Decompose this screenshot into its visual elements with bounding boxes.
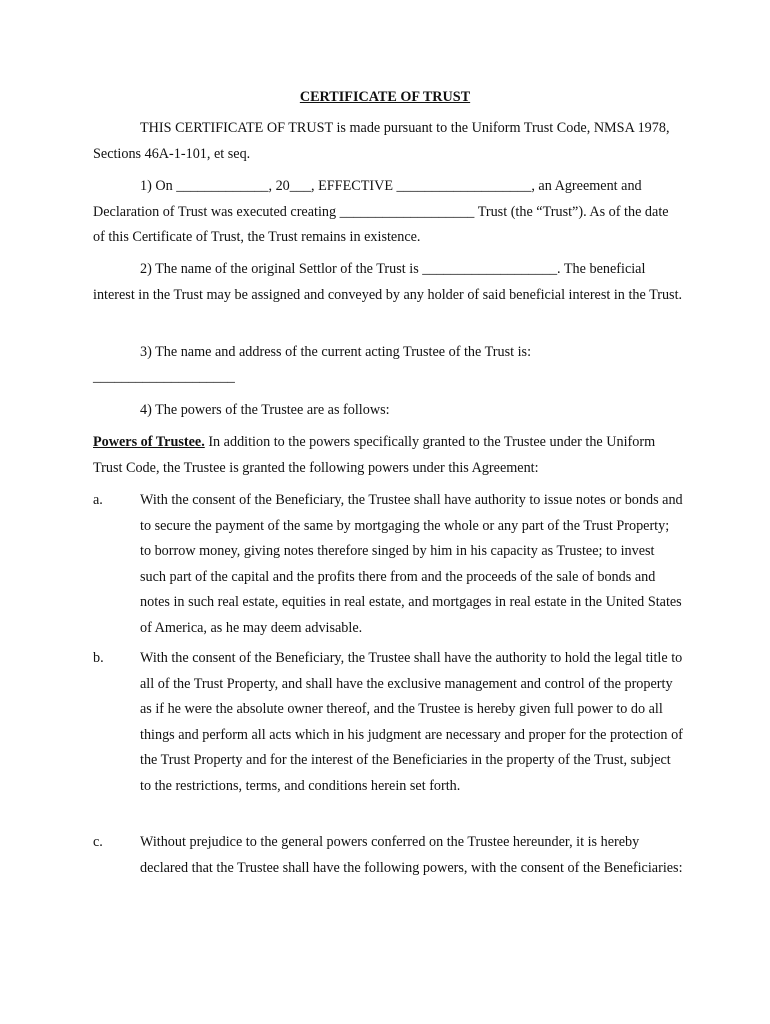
list-letter: a.	[93, 492, 103, 508]
list-text: Without prejudice to the general powers conferred on the Trustee hereunder, it is hereby declared that the Trustee shall have the following powers, with the consent of the Beneficiaries:	[140, 834, 683, 876]
intro-paragraph: THIS CERTIFICATE OF TRUST is made pursuant to the Uniform Trust Code, NMSA 1978, Sections 46A-1-101, et seq.	[93, 120, 670, 162]
list-letter: c.	[93, 834, 103, 850]
item-1-paragraph: 1) On _____________, 20___, EFFECTIVE ___________________, an Agreement and Declaration of Trust was executed creating ___________________ Trust (the “Trust”). As of the date of this Certificate of Trust, the Trust remains in existence.	[93, 178, 669, 245]
trustee-blank-line: ____________________	[93, 369, 235, 385]
item-2-paragraph: 2) The name of the original Settlor of the Trust is ___________________. The beneficial interest in the Trust may be assigned and conveyed by any holder of said beneficial interest in the Trust.	[93, 261, 683, 303]
powers-heading: Powers of Trustee.	[93, 434, 205, 450]
powers-intro-text: In addition to the powers specifically granted to the Trustee under the Uniform Trust Code, the Trustee is granted the following powers under this Agreement:	[93, 434, 656, 476]
powers-of-trustee-paragraph	[93, 430, 683, 481]
document-title: CERTIFICATE OF TRUST	[299, 89, 471, 105]
item-3-paragraph: 3) The name and address of the current acting Trustee of the Trust is:	[140, 344, 532, 360]
list-text: With the consent of the Beneficiary, the Trustee shall have authority to issue notes or bonds and to secure the payment of the same by mortgaging the whole or any part of the Trust Property; to borrow money, giving notes therefore singed by him in his capacity as Trustee; to invest such part of the capital and the profits there from and the proceeds of the sale of bonds and notes in such real estate, equities in real estate, and mortgages in real estate in the United States of America, as he may deem advisable.	[140, 492, 683, 636]
list-text: With the consent of the Beneficiary, the Trustee shall have the authority to hold the legal title to all of the Trust Property, and shall have the exclusive management and control of the property as if he were the absolute owner thereof, and the Trustee is hereby given full power to do all things and perform all acts which in his judgment are necessary and proper for the protection of the Trust Property and for the interest of the Beneficiaries in the property of the Trust, subject to the restrictions, terms, and conditions herein set forth.	[140, 650, 683, 794]
list-letter: b.	[93, 650, 104, 666]
item-4-paragraph: 4) The powers of the Trustee are as follows:	[140, 402, 390, 418]
